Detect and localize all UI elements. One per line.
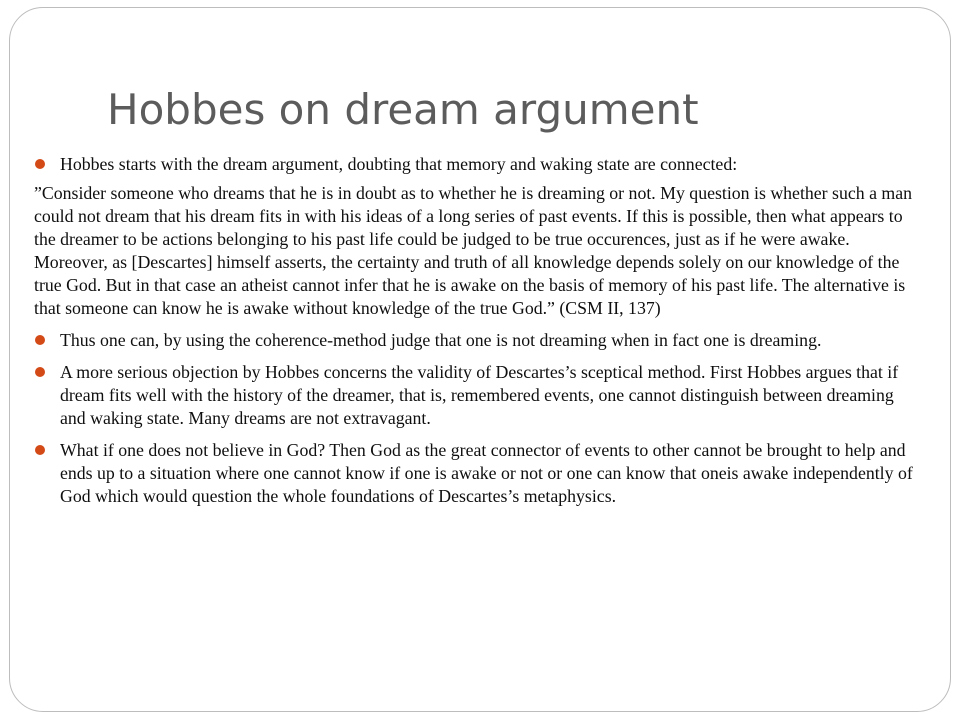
bullet-dot-icon bbox=[35, 445, 45, 455]
slide-title: Hobbes on dream argument bbox=[107, 85, 699, 134]
bullet-dot-icon bbox=[35, 367, 45, 377]
bullet-text: A more serious objection by Hobbes concerns the validity of Descartes’s sceptical method. First Hobbes argues that if dream fits well with the history of the dreamer, that is, remembered events, one cannot distinguish between dreaming and waking state. Many dreams are not extravagant. bbox=[60, 362, 899, 428]
bullet-text: Hobbes starts with the dream argument, doubting that memory and waking state are connected: bbox=[60, 154, 738, 174]
bullet-dot-icon bbox=[35, 159, 45, 169]
bullet-text: Thus one can, by using the coherence-method judge that one is not dreaming when in fact one is dreaming. bbox=[60, 330, 822, 350]
quote-paragraph: ”Consider someone who dreams that he is in doubt as to whether he is dreaming or not. My question is whether such a man could not dream that his dream fits in with his ideas of a long series of past events. If this is possible, then what appears to the dreamer to be actions belonging to his past life could be judged to be true occurences, just as if he were awake. Moreover, as [Descartes] himself asserts, the certainty and truth of all knowledge depends solely on our knowledge of the true God. But in that case an atheist cannot infer that he is awake on the basis of memory of his past life. The alternative is that someone can know he is awake without knowledge of the true God.” (CSM II, 137) bbox=[34, 183, 913, 318]
bullet-text: What if one does not believe in God? Then God as the great connector of events to other cannot be brought to help and ends up to a situation where one cannot know if one is awake or not or one can know that oneis awake independently of God which would question the whole foundations of Descartes’s metaphysics. bbox=[60, 440, 913, 506]
bullet-item bbox=[34, 439, 914, 508]
bullet-item bbox=[34, 153, 914, 176]
bullet-item bbox=[34, 329, 914, 352]
slide-content bbox=[34, 153, 914, 508]
bullet-item bbox=[34, 361, 914, 430]
bullet-dot-icon bbox=[35, 335, 45, 345]
